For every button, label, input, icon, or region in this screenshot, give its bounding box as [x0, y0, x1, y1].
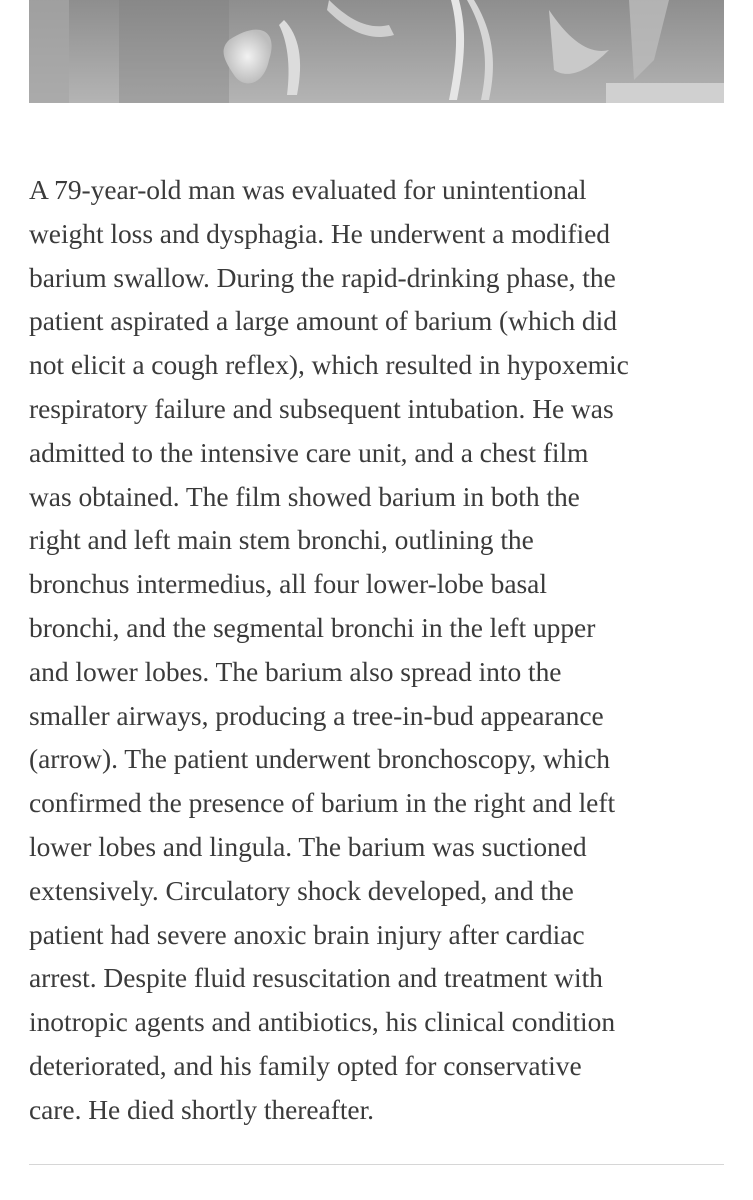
- text-line: (arrow). The patient underwent bronchoscopy, which: [29, 743, 610, 775]
- text-line: patient aspirated a large amount of barium (which did: [29, 305, 617, 337]
- text-line: confirmed the presence of barium in the right and left: [29, 787, 616, 819]
- text-line: was obtained. The film showed barium in both the: [29, 480, 580, 512]
- text-line: patient had severe anoxic brain injury after cardiac: [29, 918, 585, 950]
- text-line: respiratory failure and subsequent intubation. He was: [29, 392, 614, 424]
- text-line: smaller airways, producing a tree-in-bud appearance: [29, 699, 604, 731]
- text-line: not elicit a cough reflex), which resulted in hypoxemic: [29, 349, 629, 381]
- text-line: bronchi, and the segmental bronchi in the left upper: [29, 611, 596, 643]
- text-line: weight loss and dysphagia. He underwent a modified: [29, 217, 610, 249]
- text-line: lower lobes and lingula. The barium was suctioned: [29, 830, 587, 862]
- text-line: A 79-year-old man was evaluated for unintentional: [29, 174, 587, 205]
- case-description-paragraph: [29, 168, 729, 1132]
- text-line: admitted to the intensive care unit, and a chest film: [29, 436, 589, 468]
- text-line: arrest. Despite fluid resuscitation and treatment with: [29, 962, 603, 994]
- text-line: bronchus intermedius, all four lower-lobe basal: [29, 568, 547, 600]
- text-line: care. He died shortly thereafter.: [29, 1093, 374, 1125]
- image-caption-bar: [606, 83, 724, 103]
- text-line: deteriorated, and his family opted for conservative: [29, 1049, 582, 1081]
- text-line: inotropic agents and antibiotics, his clinical condition: [29, 1006, 616, 1038]
- section-divider: [29, 1164, 724, 1165]
- text-line: right and left main stem bronchi, outlining the: [29, 524, 534, 556]
- text-line: barium swallow. During the rapid-drinking phase, the: [29, 261, 616, 293]
- chest-radiograph-image: [29, 0, 724, 103]
- text-line: extensively. Circulatory shock developed, and the: [29, 874, 574, 906]
- text-line: and lower lobes. The barium also spread into the: [29, 655, 562, 687]
